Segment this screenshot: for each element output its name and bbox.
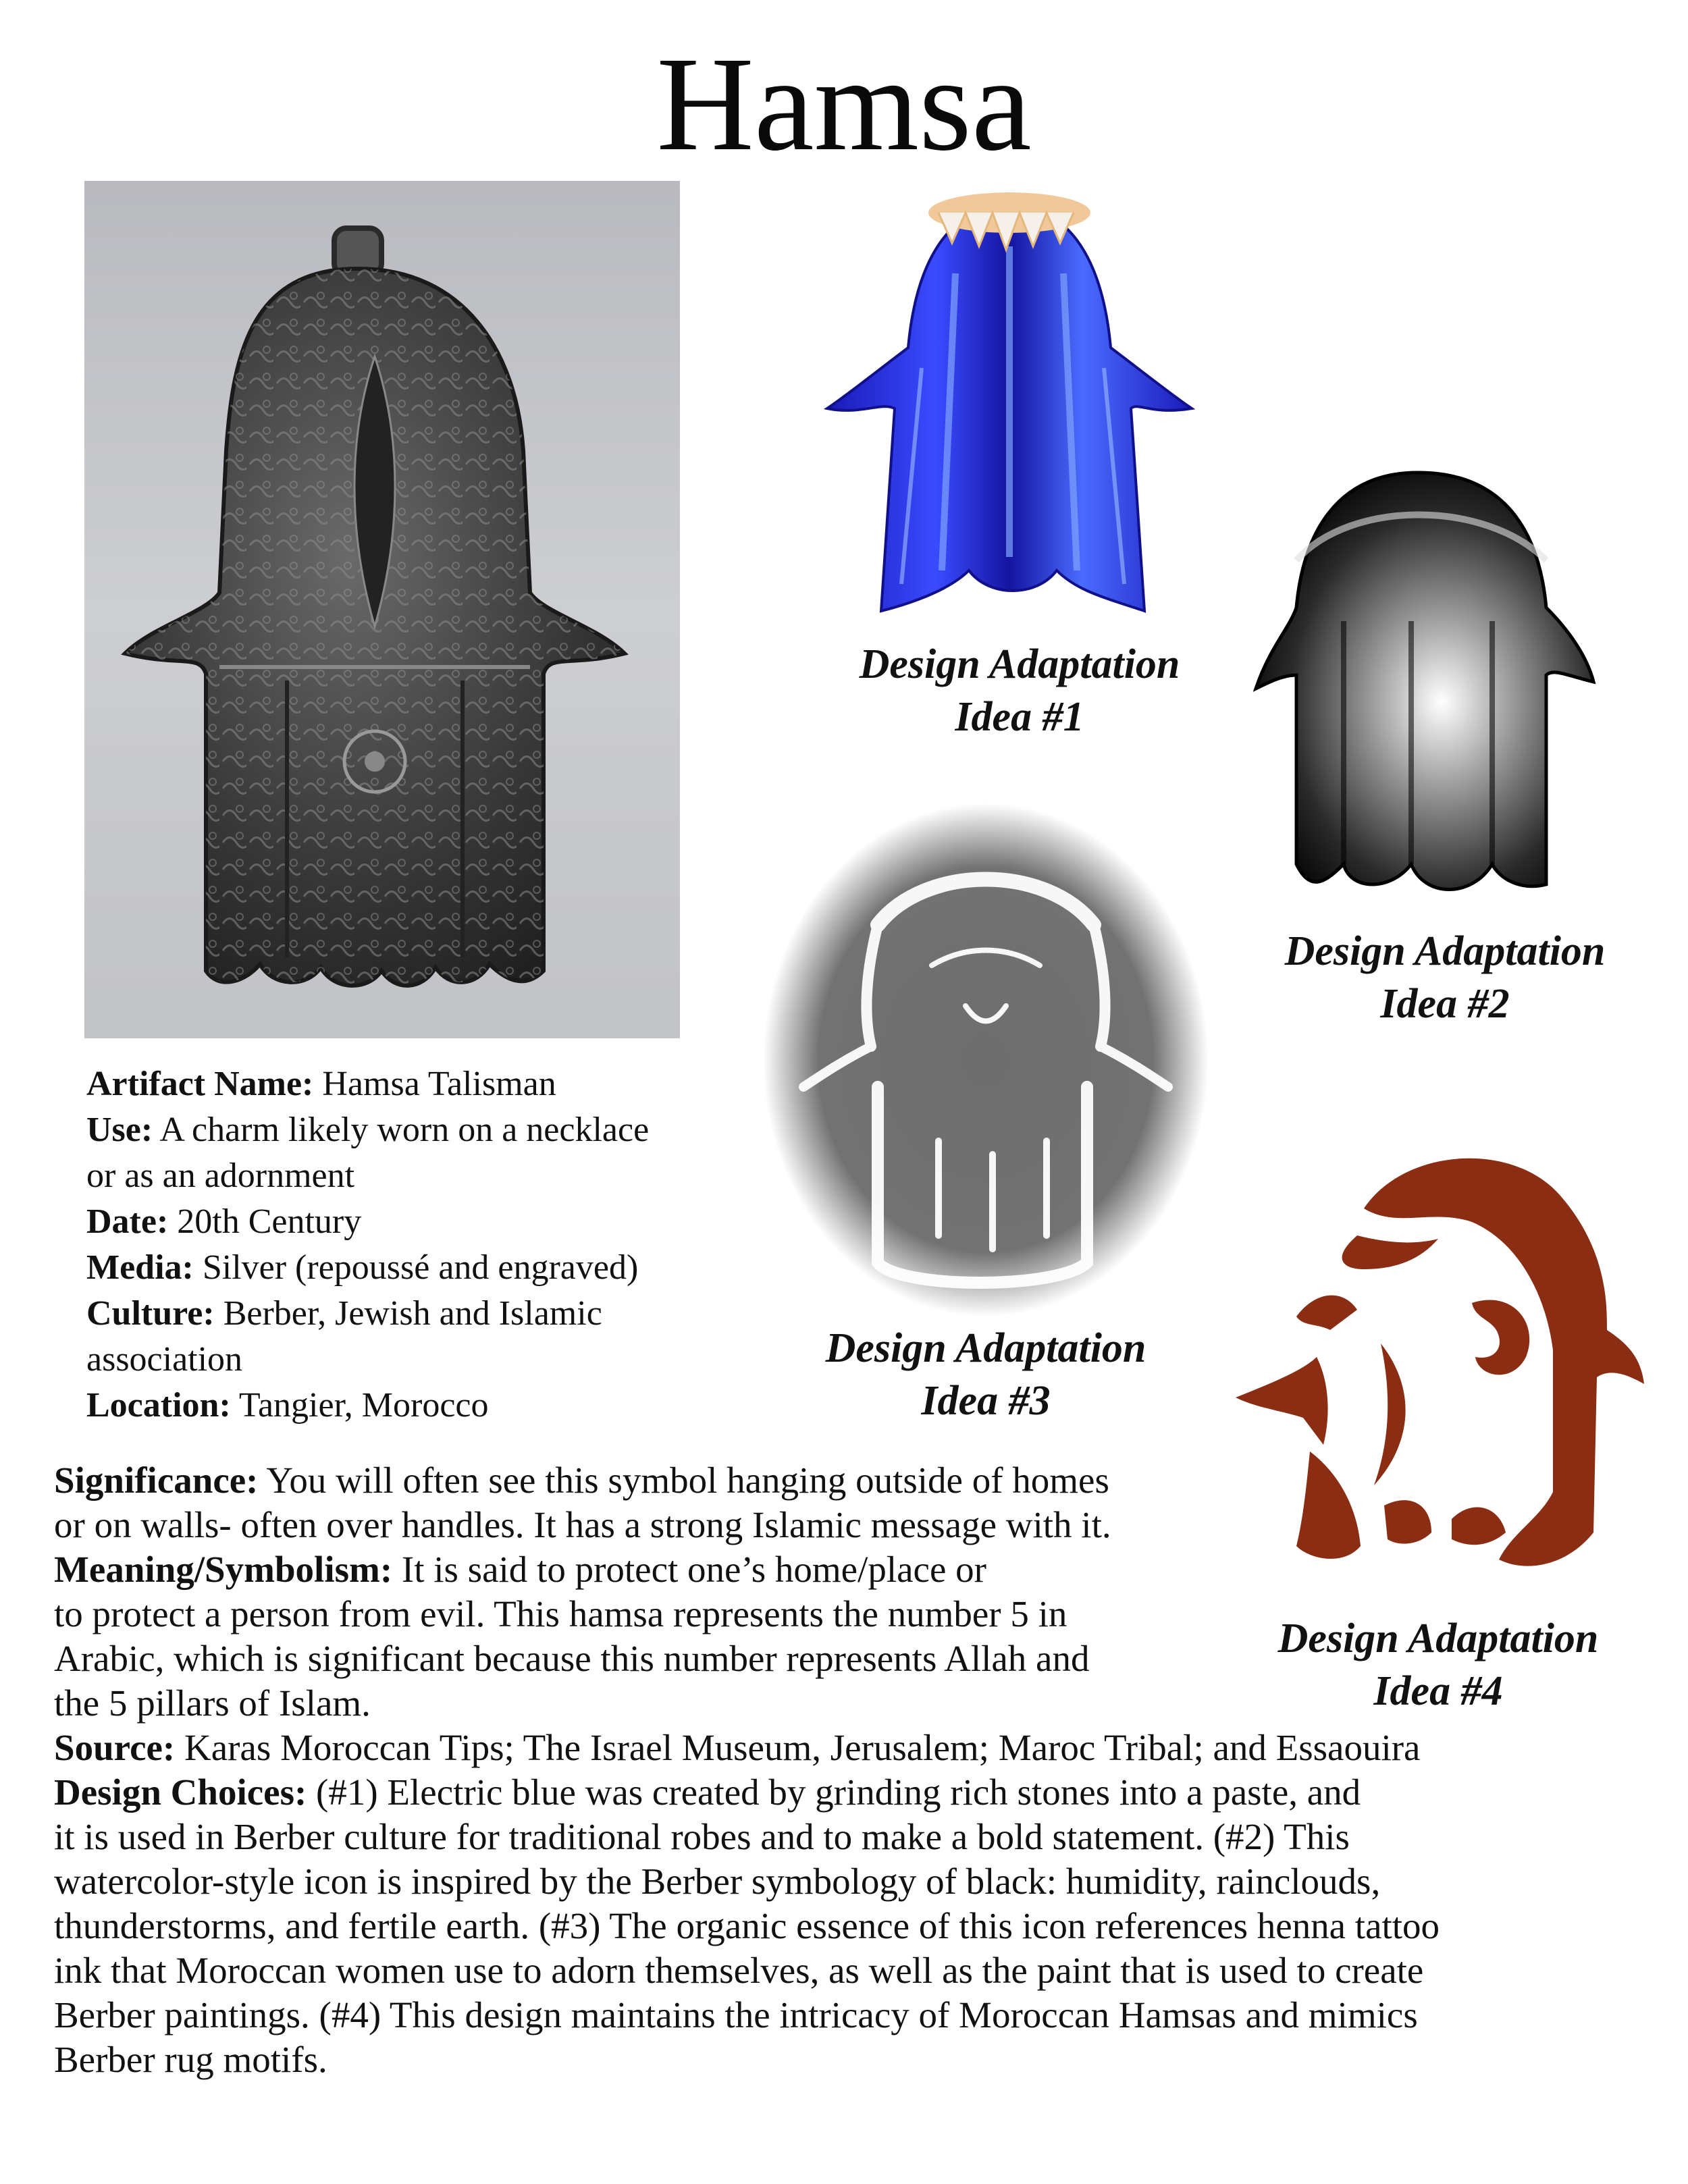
significance-line: or on walls- often over handles. It has a strong Islamic message with it. (54, 1504, 1111, 1545)
field-label: Media: (86, 1248, 194, 1287)
source-line (54, 1726, 1661, 1770)
field-value: Hamsa Talisman (322, 1065, 556, 1103)
design-1-blue-hamsa-art (820, 192, 1198, 624)
caption-line: Idea #2 (1380, 981, 1510, 1027)
page-title: Hamsa (656, 30, 1032, 179)
field-value: Tangier, Morocco (238, 1386, 489, 1424)
caption-line: Idea #4 (1373, 1668, 1503, 1714)
design-3-henna-hamsa-art (763, 803, 1209, 1316)
design-line (54, 1770, 1661, 1815)
section-text: Karas Moroccan Tips; The Israel Museum, Jerusalem; Maroc Tribal; and Essaouira (184, 1727, 1421, 1768)
culture-row (86, 1291, 735, 1337)
section-text: You will often see this symbol hanging outside of homes (266, 1460, 1109, 1501)
design-2-black-hamsa-art (1249, 459, 1600, 905)
significance-line (54, 1458, 1661, 1503)
section-text: (#1) Electric blue was created by grinding rich stones into a paste, and (316, 1772, 1361, 1813)
field-label: Artifact Name: (86, 1065, 314, 1103)
field-label: Date: (86, 1202, 169, 1241)
design-line: Berber rug motifs. (54, 2039, 327, 2080)
caption-line: Design Adaptation (1284, 928, 1606, 974)
hamsa-artifact-photo (84, 181, 680, 1038)
design-line: Berber paintings. (#4) This design maintains the intricacy of Moroccan Hamsas and mimics (54, 1994, 1418, 2035)
date-row (86, 1199, 735, 1245)
section-text: It is said to protect one’s home/place or (401, 1549, 986, 1590)
caption-line: Design Adaptation (859, 641, 1180, 687)
field-value: Silver (repoussé and engraved) (202, 1248, 639, 1287)
section-label: Meaning/Symbolism: (54, 1549, 393, 1590)
design-1-caption (776, 638, 1263, 743)
artifact-name-row (86, 1061, 735, 1107)
description-body (54, 1458, 1661, 2082)
use-row (86, 1107, 735, 1153)
caption-line: Design Adaptation (825, 1325, 1146, 1371)
caption-line: Idea #3 (921, 1378, 1051, 1424)
meaning-line: the 5 pillars of Islam. (54, 1682, 371, 1724)
section-label: Source: (54, 1727, 176, 1768)
design-line: thunderstorms, and fertile earth. (#3) The organic essence of this icon references henna tattoo (54, 1905, 1440, 1946)
media-row (86, 1245, 735, 1291)
culture-row-cont: association (86, 1340, 243, 1379)
caption-line: Design Adaptation (1277, 1616, 1599, 1661)
meaning-line: Arabic, which is significant because this number represents Allah and (54, 1638, 1090, 1679)
meaning-line: to protect a person from evil. This hamsa represents the number 5 in (54, 1593, 1067, 1634)
field-label: Culture: (86, 1294, 215, 1333)
artifact-info (86, 1061, 735, 1429)
design-line: it is used in Berber culture for traditional robes and to make a bold statement. (#2) This (54, 1816, 1350, 1857)
field-value: A charm likely worn on a necklace (159, 1111, 650, 1149)
use-row-cont: or as an adornment (86, 1156, 355, 1195)
field-value: 20th Century (177, 1202, 362, 1241)
location-row (86, 1383, 735, 1429)
section-label: Design Choices: (54, 1772, 307, 1813)
field-value: Berber, Jewish and Islamic (223, 1294, 602, 1333)
meaning-line (54, 1547, 1661, 1592)
design-2-caption (1202, 925, 1688, 1030)
design-line: ink that Moroccan women use to adorn themselves, as well as the paint that is used to create (54, 1950, 1424, 1991)
caption-line: Idea #1 (955, 694, 1084, 740)
section-label: Significance: (54, 1460, 259, 1501)
field-label: Location: (86, 1386, 231, 1424)
field-label: Use: (86, 1111, 153, 1149)
design-3-caption (743, 1322, 1229, 1427)
design-line: watercolor-style icon is inspired by the Berber symbology of black: humidity, rainclouds, (54, 1861, 1381, 1902)
